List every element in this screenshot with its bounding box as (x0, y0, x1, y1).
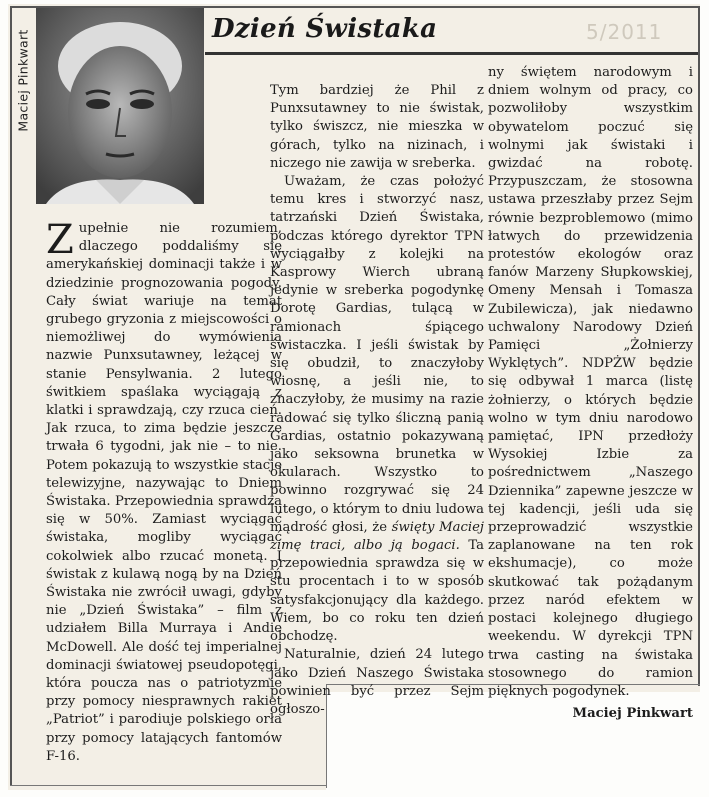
frame-rule-right (698, 6, 700, 686)
paragraph-text: Ta przepowiednia sprawdza się w stu procentach i to w sposób satysfakcjonujący dla każdego. Wiem, bo co roku ten dzień obchodzę. (270, 538, 484, 645)
paragraph: Naturalnie, dzień 24 lutego jako Dzień Naszego Świstaka powinien być przez Sejm ogłoszo- (270, 647, 484, 717)
article-column-2 (270, 82, 484, 719)
article-column-3 (488, 64, 693, 723)
faded-date-stamp: 5/2011 (586, 20, 663, 44)
author-signature: Maciej Pinkwart (572, 706, 693, 722)
article-title: Dzień Świstaka (212, 14, 438, 44)
title-underline (205, 52, 698, 55)
author-name-vertical: Maciej Pinkwart (15, 28, 31, 132)
paragraph: ny świętem narodowym i dniem wolnym od pracy, co pozwoliłoby wszystkim obywatelom poczuć się wolnymi jak świstaki i gwizdać na robotę. Przypuszczam, że stosowna ustawa przeszłaby przez Sejm równie bezproblemowo (mimo łatwych do przewidzenia protestów ekologów oraz fanów Marzeny Słupkowskiej, Omeny Mensah i Tomasza Zubilewicza), jak niedawno uchwalony Narodowy Dzień Pamięci „Żołnierzy Wyklętych”. NDPŻW będzie się odbywał 1 marca (listę żołnierzy, o których będzie wolno w tym dniu narodowo pamiętać, IPN przedłoży Wysokiej Izbie za pośrednictwem „Naszego Dziennika” zapewne jeszcze w tej kadencji, jeśli uda się przeprowadzić wszystkie zaplanowane na ten rok ekshumacje), co może skutkować tak pożądanym przez naród efektem w postaci kolejnego długiego weekendu. W dyrekcji TPN trwa casting na świstaka stosownego do ramion pięknych pogodynek. (488, 65, 693, 699)
author-photo (36, 8, 204, 204)
paragraph (46, 217, 282, 766)
paragraph (270, 173, 484, 646)
paragraph: Tym bardziej że Phil z Punxsutawney to nie świstak, tylko świszcz, nie mieszka w górach, tylko na nizinach, i niczego nie zawija w sreberka. (270, 83, 484, 171)
italic-quote: święty Maciej zimę traci, albo ją bogaci. (270, 519, 484, 554)
drop-cap: Z (46, 217, 74, 263)
bottom-rule-left (10, 785, 326, 786)
paragraph-text: upełnie nie rozumiem, dlaczego poddaliśmy się amerykańskiej dominacji także i w dziedzinie prognozowania pogody. Cały świat wariuje na temat grubego gryzonia z miejscowości o niemożliwej do wymówienia nazwie Punxsutawney, leżącej w stanie Pensylwania. 2 lutego świtkiem spaślaka wyciągają z klatki i sprawdzają, czy rzuca cień. Jak rzuca, to zima będzie jeszcze trwała 6 tygodni, jak nie – to nie. Potem pokazują to wszystkie stacje telewizyjne, nazywając to Dniem Świstaka. Przepowiednia sprawdza się w 50%. Zamiast wyciągać świstaka, mogliby wyciągać cokolwiek albo rzucać monetą. I świstak z kulawą nogą by na Dzień Świstaka nie zwrócił uwagi, gdyby nie „Dzień Świstaka” – film z udziałem Billa Murraya i Andie McDowell. Ale dość tej imperialnej dominacji światowej pseudopotęgi, która poucza nas o patriotyzmie przy pomocy niesprawnych rakiet „Patriot” i parodiuje polskiego orła przy pomocy latających fantomów F-16. (46, 221, 282, 764)
article-column-1 (46, 217, 282, 766)
author-byline-vertical (12, 12, 34, 148)
paragraph-text: Uważam, że czas położyć temu kres i stworzyć nasz, tatrzański Dzień Świstaka, podczas którego dyrektor TPN wyciągałby z kolejki na Kasprowy Wierch ubraną jedynie w sreberka pogodynkę Dorotę Gardias, tulącą w ramionach śpiącego świstaczka. I jeśli świstak by się obudził, to znaczyłoby wiosnę, a jeśli nie, to znaczyłoby, że musimy na razie radować się tylko śliczną panią Gardias, ostatnio pokazywaną jako seksowna brunetka w okularach. Wszystko to powinno rozgrywać się 24 lutego, o którym to dniu ludowa mądrość głosi, że (270, 174, 484, 535)
